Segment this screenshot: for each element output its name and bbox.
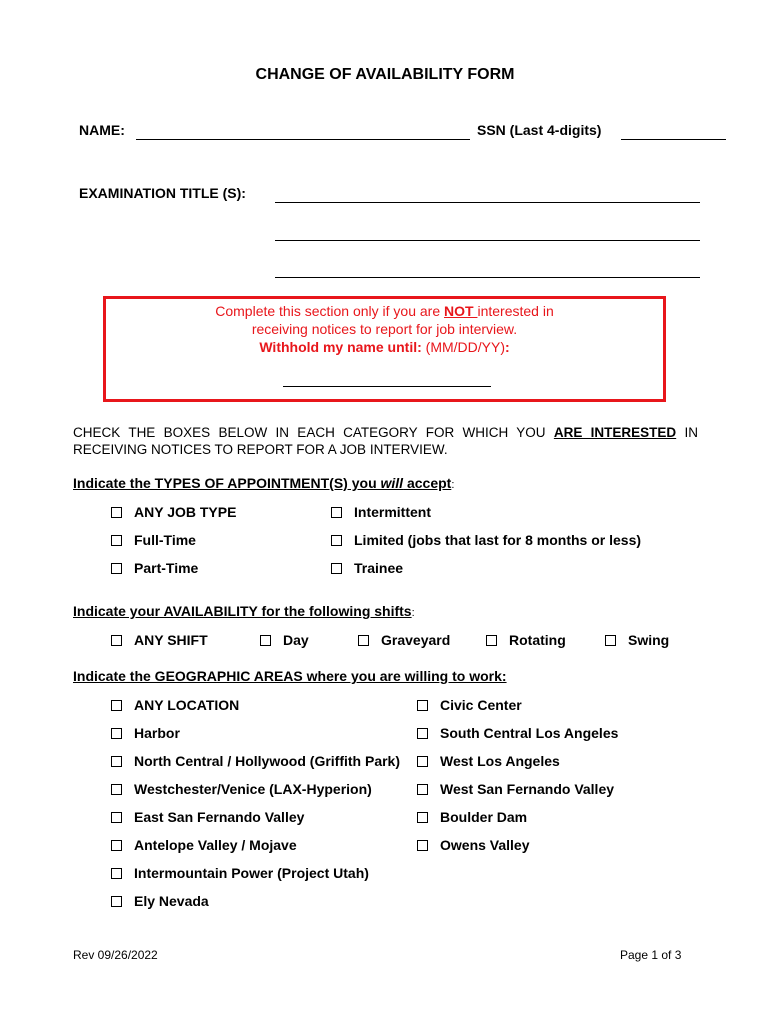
checkbox-box[interactable]: [111, 812, 122, 823]
checkbox-box[interactable]: [331, 535, 342, 546]
page-number: Page 1 of 3: [620, 948, 682, 962]
checkbox-owens-valley[interactable]: [417, 837, 530, 853]
option-label: North Central / Hollywood (Griffith Park): [134, 753, 401, 769]
exam-title-field-3[interactable]: [275, 277, 700, 278]
checkbox-rotating[interactable]: [486, 632, 566, 648]
notice-text-b: interested in: [477, 303, 554, 319]
notice-line-1: [106, 302, 663, 320]
option-label: West Los Angeles: [440, 753, 560, 769]
checkbox-ely-nevada[interactable]: [111, 893, 209, 909]
option-label: Full-Time: [134, 532, 196, 548]
checkbox-box[interactable]: [111, 563, 122, 574]
option-label: ANY LOCATION: [134, 697, 240, 713]
name-label: NAME:: [79, 122, 125, 138]
geographic-areas-heading: [73, 668, 507, 684]
instructions-text-b: IN RECEIVING NOTICES TO REPORT FOR A JOB INTERVIEW.: [73, 425, 698, 457]
checkbox-civic-center[interactable]: [417, 697, 522, 713]
option-label: South Central Los Angeles: [440, 725, 619, 741]
option-label: Antelope Valley / Mojave: [134, 837, 297, 853]
withhold-until-label: [106, 338, 663, 356]
option-label: Boulder Dam: [440, 809, 528, 825]
checkbox-box[interactable]: [417, 700, 428, 711]
checkbox-graveyard[interactable]: [358, 632, 450, 648]
checkbox-south-central-la[interactable]: [417, 725, 618, 741]
checkbox-any-location[interactable]: [111, 697, 239, 713]
option-label: Rotating: [509, 632, 566, 648]
checkbox-full-time[interactable]: [111, 532, 196, 548]
option-label: Intermountain Power (Project Utah): [134, 865, 369, 881]
heading-will: will: [380, 475, 404, 491]
option-label: Ely Nevada: [134, 893, 209, 909]
heading-colon: :: [411, 607, 415, 619]
exam-title-label: EXAMINATION TITLE (S):: [79, 185, 246, 201]
appointment-types-heading: [73, 475, 454, 491]
checkbox-box[interactable]: [417, 812, 428, 823]
checkbox-box[interactable]: [111, 896, 122, 907]
checkbox-box[interactable]: [417, 756, 428, 767]
option-label: Civic Center: [440, 697, 522, 713]
instructions-emphasis: ARE INTERESTED: [553, 425, 677, 440]
checkbox-box[interactable]: [605, 635, 616, 646]
checkbox-box[interactable]: [111, 756, 122, 767]
checkbox-part-time[interactable]: [111, 560, 198, 576]
checkbox-intermountain-power[interactable]: [111, 865, 369, 881]
revision-date: Rev 09/26/2022: [73, 948, 158, 962]
option-label: Trainee: [354, 560, 404, 576]
notice-not-emphasis: NOT: [444, 303, 478, 319]
checkbox-box[interactable]: [111, 700, 122, 711]
checkbox-any-shift[interactable]: [111, 632, 208, 648]
option-label: ANY JOB TYPE: [134, 504, 237, 520]
checkbox-box[interactable]: [331, 507, 342, 518]
option-label: Intermittent: [354, 504, 431, 520]
ssn-label: SSN (Last 4-digits): [477, 122, 602, 138]
notice-line-2: receiving notices to report for job interview.: [251, 321, 518, 337]
instructions-text-a: CHECK THE BOXES BELOW IN EACH CATEGORY FOR WHICH YOU: [73, 425, 554, 440]
heading-text: Indicate the GEOGRAPHIC AREAS where you are willing to work:: [73, 668, 507, 684]
checkbox-antelope-valley[interactable]: [111, 837, 297, 853]
checkbox-harbor[interactable]: [111, 725, 180, 741]
heading-text: Indicate the TYPES OF APPOINTMENT(S) you: [73, 475, 381, 491]
exam-title-field-1[interactable]: [275, 202, 700, 203]
option-label: Part-Time: [134, 560, 199, 576]
option-label: Owens Valley: [440, 837, 530, 853]
option-label: West San Fernando Valley: [440, 781, 615, 797]
option-label: Swing: [628, 632, 670, 648]
withhold-colon: :: [504, 339, 510, 355]
checkbox-box[interactable]: [486, 635, 497, 646]
checkbox-north-central-hollywood[interactable]: [111, 753, 400, 769]
name-field[interactable]: [136, 139, 470, 140]
ssn-field[interactable]: [621, 139, 726, 140]
option-label: Harbor: [134, 725, 180, 741]
checkbox-limited[interactable]: [331, 532, 641, 548]
checkbox-box[interactable]: [417, 840, 428, 851]
checkbox-box[interactable]: [260, 635, 271, 646]
checkbox-box[interactable]: [331, 563, 342, 574]
checkbox-box[interactable]: [111, 784, 122, 795]
checkbox-boulder-dam[interactable]: [417, 809, 527, 825]
option-label: Graveyard: [381, 632, 451, 648]
withhold-text: Withhold my name until:: [259, 339, 426, 355]
checkbox-box[interactable]: [111, 535, 122, 546]
exam-title-field-2[interactable]: [275, 240, 700, 241]
checkbox-swing[interactable]: [605, 632, 669, 648]
checkbox-box[interactable]: [111, 840, 122, 851]
option-label: Day: [283, 632, 309, 648]
option-label: Westchester/Venice (LAX-Hyperion): [134, 781, 372, 797]
date-format-hint: (MM/DD/YY): [425, 339, 505, 355]
option-label: Limited (jobs that last for 8 months or less): [354, 532, 642, 548]
checkbox-intermittent[interactable]: [331, 504, 431, 520]
checkbox-box[interactable]: [111, 728, 122, 739]
checkbox-any-job-type[interactable]: [111, 504, 236, 520]
heading-accept: accept: [403, 475, 452, 491]
checkbox-box[interactable]: [358, 635, 369, 646]
checkbox-day[interactable]: [260, 632, 309, 648]
checkbox-box[interactable]: [417, 728, 428, 739]
option-label: ANY SHIFT: [134, 632, 208, 648]
checkbox-trainee[interactable]: [331, 560, 403, 576]
checkbox-west-la[interactable]: [417, 753, 560, 769]
heading-text: Indicate your AVAILABILITY for the following shifts: [73, 603, 412, 619]
form-title: CHANGE OF AVAILABILITY FORM: [255, 66, 515, 83]
option-label: East San Fernando Valley: [134, 809, 305, 825]
checkbox-east-sfv[interactable]: [111, 809, 304, 825]
notice-text-a: Complete this section only if you are: [215, 303, 445, 319]
checkbox-westchester-venice[interactable]: [111, 781, 372, 797]
withhold-date-field[interactable]: [283, 386, 491, 387]
checkbox-box[interactable]: [111, 868, 122, 879]
heading-colon: :: [451, 479, 455, 491]
checkbox-box[interactable]: [111, 635, 122, 646]
checkbox-box[interactable]: [111, 507, 122, 518]
instructions-paragraph: [73, 424, 698, 458]
shifts-heading: [73, 603, 415, 619]
checkbox-box[interactable]: [417, 784, 428, 795]
checkbox-west-sfv[interactable]: [417, 781, 614, 797]
